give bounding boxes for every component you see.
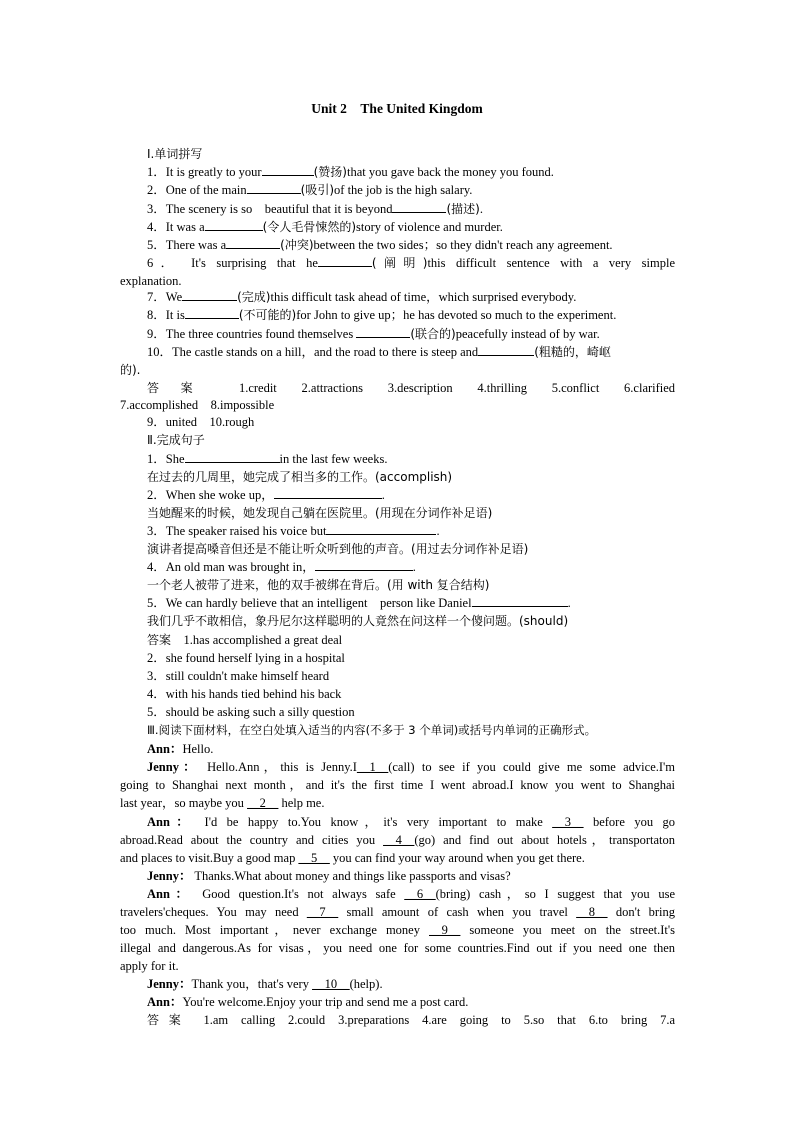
dialogue-line-3: Ann： I'd be happy to.You know，it's very important to make __3__ before you go — [147, 815, 676, 829]
dialogue-line-3c: and places to visit.Buy a good map __5__ you can find your way around when you get there. — [120, 851, 585, 865]
section-1-heading: Ⅰ.单词拼写 — [147, 147, 203, 161]
dialogue-line-2c: last year，so maybe you __2__ help me. — [120, 796, 325, 810]
blank-6: __6__ — [404, 887, 436, 901]
page-title: Unit 2 The United Kingdom — [311, 101, 483, 116]
s1-item-7: 7．We (完成)this difficult task ahead of time，which surprised everybody. — [147, 290, 577, 304]
dialogue-line-5c: too much. Most important，never exchange money __9__ someone you meet on the street.It's — [120, 923, 676, 937]
blank-5: __5__ — [298, 851, 330, 865]
s2-answer-5: 5．should be asking such a silly question — [147, 705, 355, 719]
section-3-heading: Ⅲ.阅读下面材料，在空白处填入适当的内容(不多于 3 个单词)或括号内单词的正确形式。 — [147, 723, 597, 737]
dialogue-line-3b: abroad.Read about the country and cities you __4__(go) and find out about hotels，transportaton — [120, 833, 675, 847]
blank-9: __9__ — [429, 923, 461, 937]
s1-item-6-cont: explanation. — [120, 274, 182, 288]
blank-8: __8__ — [576, 905, 608, 919]
s1-item-5: 5．There was a (冲突)between the two sides；so they didn't reach any agreement. — [147, 238, 613, 252]
s1-answers-line-2: 7.accomplished 8.impossible — [120, 398, 275, 412]
s2-answer-1: 答案 1.has accomplished a great deal — [147, 633, 343, 647]
s1-item-3: 3．The scenery is so beautiful that it is beyond (描述). — [147, 202, 483, 216]
s2-answer-3: 3．still couldn't make himself heard — [147, 669, 330, 683]
s2-item-1-zh: 在过去的几周里，她完成了相当多的工作。(accomplish) — [147, 470, 453, 484]
blank-2: __2__ — [247, 796, 279, 810]
s2-item-5-en: 5．We can hardly believe that an intelligent person like Daniel . — [147, 596, 571, 610]
s3-answers: 答案 1.am calling 2.could 3.preparations 4.are going to 5.so that 6.to bring 7.a — [147, 1013, 676, 1027]
s2-answer-2: 2．she found herself lying in a hospital — [147, 651, 345, 665]
blank-10: __10__ — [312, 977, 350, 991]
s2-item-4-en: 4．An old man was brought in， . — [147, 560, 416, 574]
s2-item-4-zh: 一个老人被带了进来，他的双手被绑在背后。(用 with 复合结构) — [147, 578, 490, 592]
s1-answers-line-1: 答案 1.credit 2.attractions 3.description 4.thrilling 5.conflict 6.clarified — [147, 381, 676, 395]
s1-item-1: 1．It is greatly to your (赞扬)that you gave back the money you found. — [147, 165, 554, 179]
dialogue-line-6: Jenny：Thank you，that's very __10__(help). — [147, 977, 383, 991]
dialogue-line-1: Ann：Hello. — [147, 742, 214, 756]
dialogue-line-2: Jenny： Hello.Ann，this is Jenny.I__1__(call) to see if you could give me some advice.I'm — [147, 760, 676, 774]
section-2-heading: Ⅱ.完成句子 — [147, 433, 205, 447]
dialogue-line-7: Ann：You're welcome.Enjoy your trip and send me a post card. — [147, 995, 469, 1009]
s2-item-2-en: 2．When she woke up， . — [147, 488, 385, 502]
dialogue-line-2b: going to Shanghai next month，and it's the first time I went abroad.I know you went to Shanghai — [120, 778, 675, 792]
s1-answers-line-3: 9．united 10.rough — [147, 415, 255, 429]
blank-3: __3__ — [552, 815, 584, 829]
s2-item-1-en: 1．She in the last few weeks. — [147, 452, 388, 466]
s2-answer-4: 4．with his hands tied behind his back — [147, 687, 342, 701]
s1-item-8: 8．It is (不可能的)for John to give up；he has devoted so much to the experiment. — [147, 308, 617, 322]
dialogue-line-5: Ann： Good question.It's not always safe __6__(bring) cash，so I suggest that you use — [147, 887, 676, 901]
blank-7: __7__ — [306, 905, 339, 919]
s1-item-9: 9．The three countries found themselves (联合的)peacefully instead of by war. — [147, 327, 600, 341]
s2-item-3-en: 3．The speaker raised his voice but . — [147, 524, 440, 538]
dialogue-line-4: Jenny： Thanks.What about money and things like passports and visas? — [147, 869, 511, 883]
s1-item-2: 2．One of the main (吸引)of the job is the high salary. — [147, 183, 473, 197]
s2-item-5-zh: 我们几乎不敢相信，象丹尼尔这样聪明的人竟然在问这样一个傻问题。(should) — [147, 614, 569, 628]
dialogue-line-5e: apply for it. — [120, 959, 179, 973]
dialogue-line-5b: travelers'cheques. You may need __7__ small amount of cash when you travel __8__ don't bring — [120, 905, 675, 919]
s1-item-6: 6． It's surprising that he (阐明)this difficult sentence with a very simple — [147, 256, 675, 270]
s2-item-2-zh: 当她醒来的时候，她发现自己躺在医院里。(用现在分词作补足语) — [147, 506, 493, 520]
s1-item-10: 10．The castle stands on a hill，and the road to there is steep and (粗糙的，崎岖 — [147, 345, 611, 359]
s1-item-4: 4．It was a (令人毛骨悚然的)story of violence and murder. — [147, 220, 503, 234]
blank-1: __1__ — [356, 760, 389, 774]
dialogue-line-5d: illegal and dangerous.As for visas，you need one for some countries.Find out if you need one then — [120, 941, 675, 955]
blank-4: __4__ — [383, 833, 415, 847]
s1-item-10-cont: 的). — [120, 363, 141, 377]
s2-item-3-zh: 演讲者提高嗓音但还是不能让听众听到他的声音。(用过去分词作补足语) — [147, 542, 529, 556]
